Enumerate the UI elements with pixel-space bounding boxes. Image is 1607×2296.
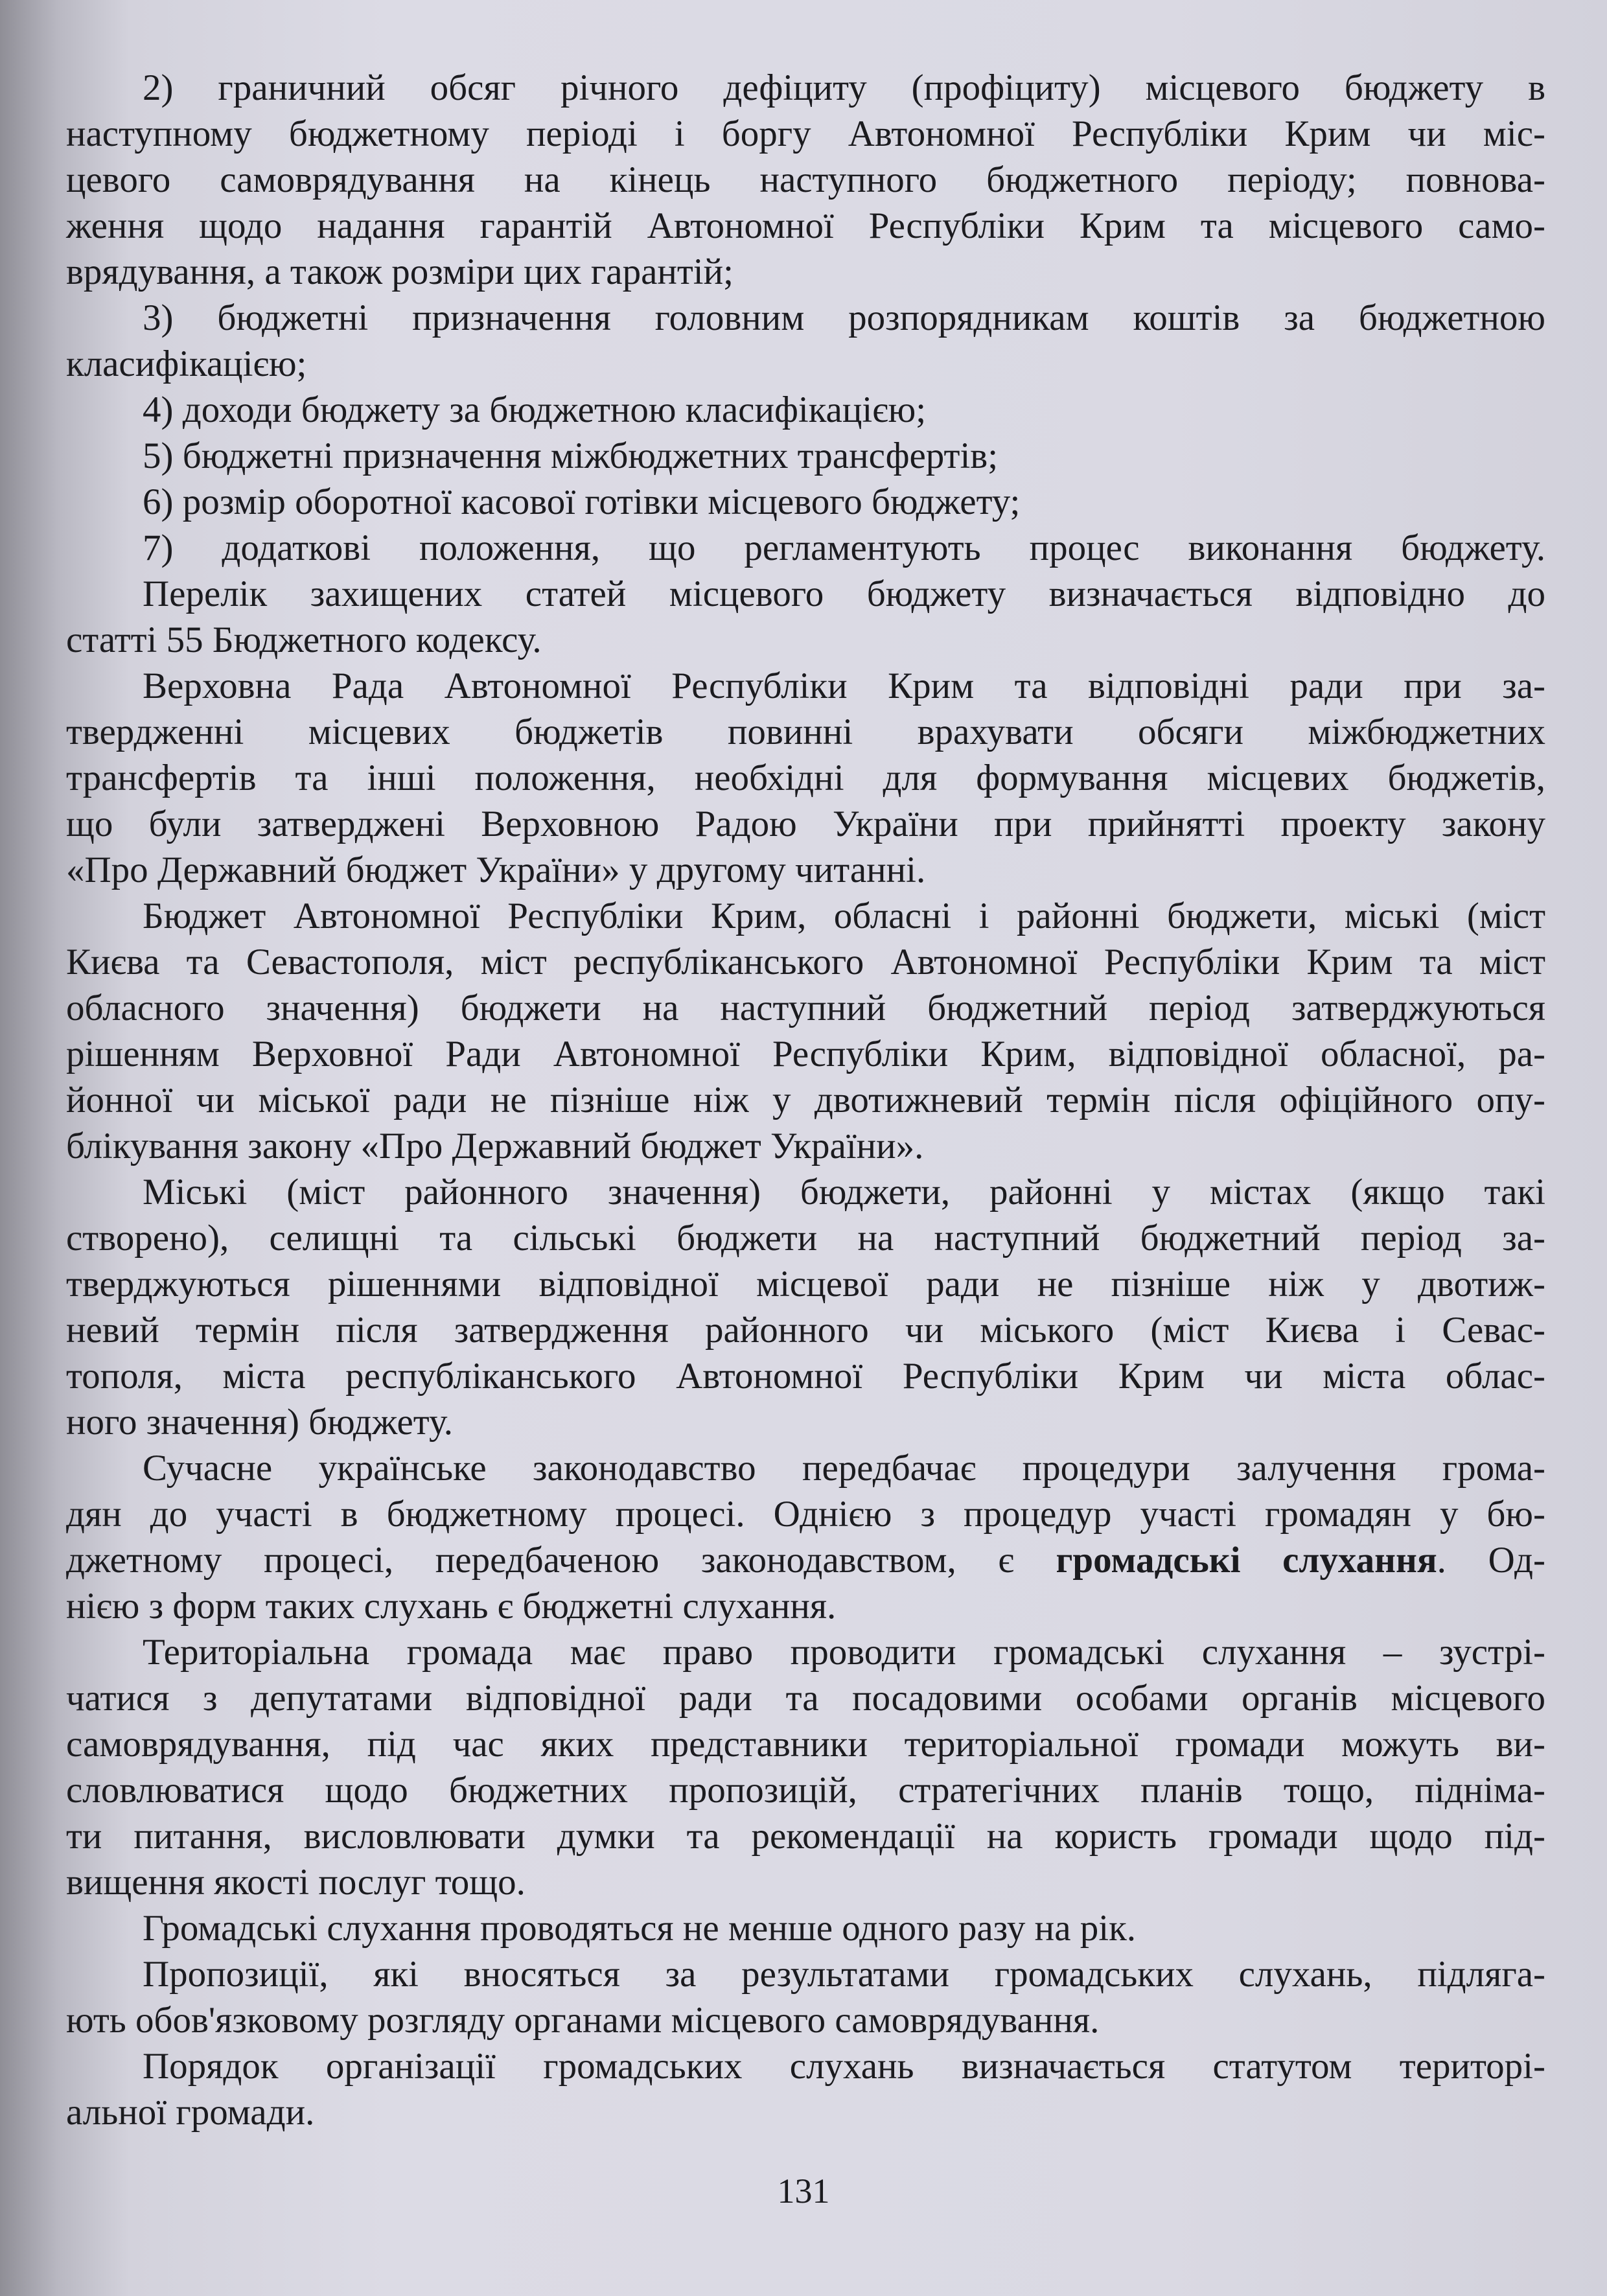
text-line: альної громади.: [66, 2092, 315, 2133]
text-segment: джетному процесі, передбаченою законодавством, є: [66, 1540, 1056, 1581]
text-line: врядування, а також розміри цих гарантій;: [66, 251, 734, 292]
text-line: 3) бюджетні призначення головним розпорядникам коштів за бюджетною: [143, 297, 1545, 338]
text-line: трансфертів та інші положення, необхідні для формування місцевих бюджетів,: [66, 758, 1545, 798]
text-line: рішенням Верховної Ради Автономної Республіки Крим, відповідної обласної, ра-: [66, 1034, 1545, 1074]
text-line: Верховна Рада Автономної Республіки Крим та відповідні ради при за-: [143, 666, 1545, 706]
text-line: ження щодо надання гарантій Автономної Республіки Крим та місцевого само-: [66, 205, 1545, 246]
text-line: нією з форм таких слухань є бюджетні слухання.: [66, 1586, 837, 1627]
text-line: [66, 1537, 1545, 1583]
text-line: чатися з депутатами відповідної ради та посадовими особами органів місцевого: [66, 1678, 1545, 1719]
text-line: Бюджет Автономної Республіки Крим, обласні і районні бюджети, міські (міст: [143, 896, 1545, 936]
text-line: 5) бюджетні призначення міжбюджетних трансфертів;: [143, 435, 999, 476]
page-body-text: [66, 65, 1545, 2135]
text-line: твердженні місцевих бюджетів повинні врахувати обсяги міжбюджетних: [66, 712, 1545, 752]
text-line: дян до участі в бюджетному процесі. Однією з процедур участі громадян у бю-: [66, 1494, 1545, 1535]
page-number: 131: [777, 2172, 830, 2210]
text-line: Громадські слухання проводяться не менше одного разу на рік.: [143, 1908, 1137, 1949]
text-line: Києва та Севастополя, міст республіканського Автономної Республіки Крим та міст: [66, 942, 1545, 982]
text-line: Пропозиції, які вносяться за результатами громадських слухань, підляга-: [143, 1954, 1545, 1995]
text-line: вищення якості послуг тощо.: [66, 1862, 526, 1903]
text-line: йонної чи міської ради не пізніше ніж у двотижневий термін після офіційного опу-: [66, 1080, 1545, 1120]
text-line: «Про Державний бюджет України» у другому читанні.: [66, 850, 926, 890]
text-line: класифікацією;: [66, 343, 307, 384]
text-line: тверджуються рішеннями відповідної місцевої ради не пізніше ніж у двотиж-: [66, 1264, 1545, 1305]
text-line: 7) додаткові положення, що регламентують процес виконання бюджету.: [143, 528, 1545, 568]
text-line: Міські (міст районного значення) бюджети, районні у містах (якщо такі: [143, 1172, 1545, 1212]
text-line: створено), селищні та сільські бюджети на наступний бюджетний період за-: [66, 1218, 1545, 1258]
text-line: тополя, міста республіканського Автономної Республіки Крим чи міста облас-: [66, 1356, 1545, 1397]
text-line: статті 55 Бюджетного кодексу.: [66, 620, 542, 660]
text-line: 4) доходи бюджету за бюджетною класифікацією;: [143, 389, 927, 430]
text-line: словлюватися щодо бюджетних пропозицій, стратегічних планів тощо, підніма-: [66, 1770, 1545, 1811]
text-line: ного значення) бюджету.: [66, 1402, 453, 1443]
text-line: 6) розмір оборотної касової готівки місцевого бюджету;: [143, 481, 1021, 522]
text-line: ти питання, висловлювати думки та рекомендації на користь громади щодо під-: [66, 1816, 1545, 1857]
text-line: наступному бюджетному періоді і боргу Автономної Республіки Крим чи міс-: [66, 113, 1545, 154]
text-line: ють обов'язковому розгляду органами місцевого самоврядування.: [66, 2000, 1100, 2041]
text-line: Територіальна громада має право проводити громадські слухання – зустрі-: [143, 1632, 1545, 1673]
text-line: Перелік захищених статей місцевого бюджету визначається відповідно до: [143, 574, 1545, 614]
text-line: Сучасне українське законодавство передбачає процедури залучення грома-: [143, 1448, 1545, 1489]
text-line: обласного значення) бюджети на наступний бюджетний період затверджуються: [66, 988, 1545, 1028]
text-line: цевого самоврядування на кінець наступного бюджетного періоду; повнова-: [66, 159, 1545, 200]
text-line: 2) граничний обсяг річного дефіциту (профіциту) місцевого бюджету в: [143, 67, 1545, 108]
text-line: Порядок організації громадських слухань визначається статутом територі-: [143, 2046, 1545, 2087]
text-segment: . Од-: [1437, 1540, 1545, 1581]
text-line: самоврядування, під час яких представники територіальної громади можуть ви-: [66, 1724, 1545, 1765]
text-line: що були затверджені Верховною Радою України при прийнятті проекту закону: [66, 804, 1545, 844]
bold-term: громадські слухання: [1056, 1540, 1437, 1581]
text-line: блікування закону «Про Державний бюджет України».: [66, 1126, 924, 1166]
text-line: невий термін після затвердження районного чи міського (міст Києва і Севас-: [66, 1310, 1545, 1351]
